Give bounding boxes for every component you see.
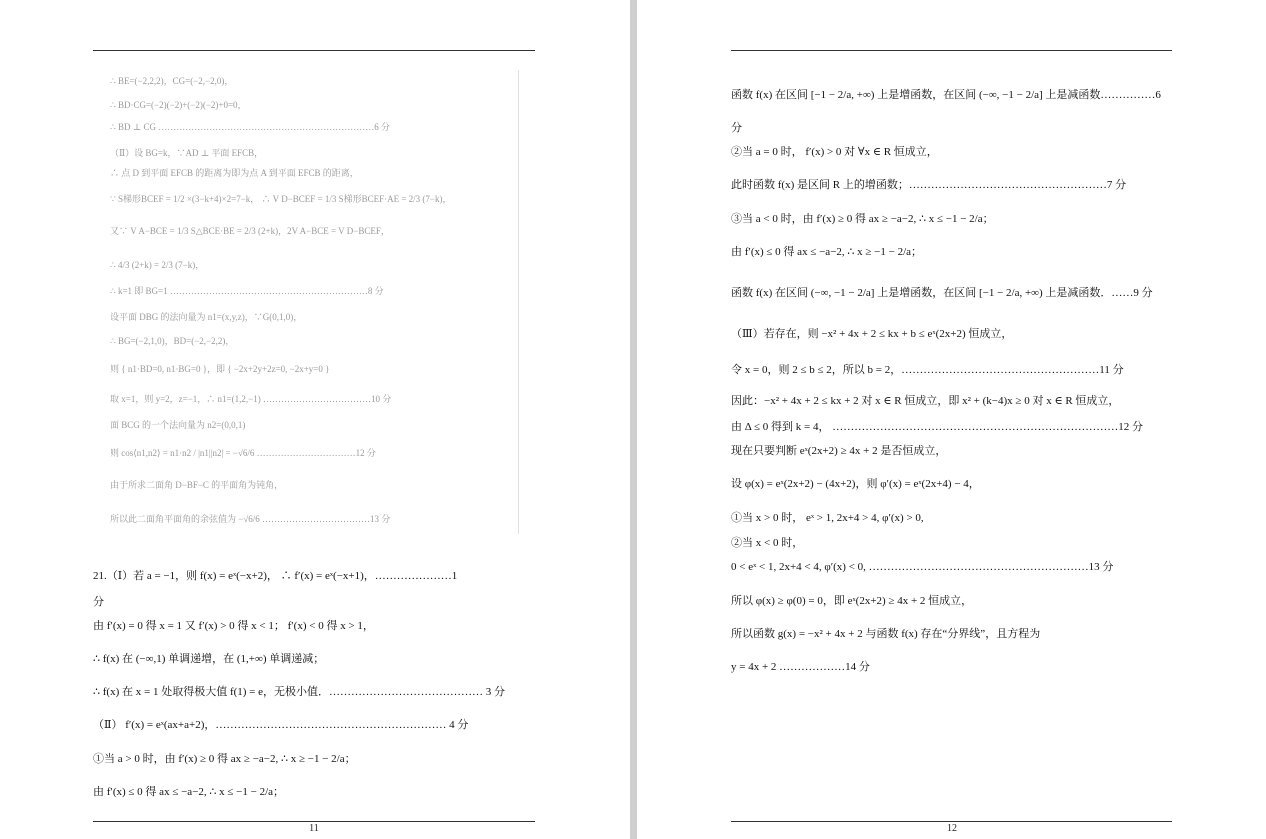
solution-line: 因此：−x² + 4x + 2 ≤ kx + 2 对 x ∈ R 恒成立，即 x² + (k−4)x ≥ 0 对 x ∈ R 恒成立，	[731, 395, 1120, 407]
scanned-line: ∴ BE=(−2,2,2)，CG=(−2,−2,0)，	[110, 76, 234, 86]
solution-line: ①当 a > 0 时，由 f′(x) ≥ 0 得 ax ≥ −a−2, ∴ x ≥ −1 − 2/a；	[93, 753, 356, 765]
scanned-line: 取 x=1，则 y=2，z=−1，∴ n1=(1,2,−1) ………………………………10 分	[110, 394, 392, 404]
header-rule	[93, 50, 535, 51]
solution-line: 设 φ(x) = eˣ(2x+2) − (4x+2)，则 φ′(x) = eˣ(2x+4) − 4，	[731, 478, 980, 490]
scanned-line: 又∵ V A−BCE = 1/3 S△BCE·BE = 2/3 (2+k)，2V A−BCE = V D−BCEF，	[110, 226, 390, 236]
scanned-solution-image	[108, 70, 519, 534]
scanned-line: 由于所求二面角 D−BF−C 的平面角为钝角，	[110, 480, 284, 490]
header-rule	[731, 50, 1172, 51]
solution-line: 所以函数 g(x) = −x² + 4x + 2 与函数 f(x) 存在“分界线”，且方程为	[731, 628, 1041, 640]
solution-line: ∴ f(x) 在 x = 1 处取得极大值 f(1) = e，无极小值．…………………………………… 3 分	[93, 686, 506, 698]
footer-rule	[93, 821, 535, 822]
footer-rule	[731, 821, 1172, 822]
solution-line: 现在只要判断 eˣ(2x+2) ≥ 4x + 2 是否恒成立，	[731, 445, 947, 457]
solution-line: 由 Δ ≤ 0 得到 k = 4， ……………………………………………………………………12 分	[731, 421, 1143, 433]
solution-line: y = 4x + 2 ………………14 分	[731, 661, 870, 673]
scanned-line: ∴ k=1 即 BG=1 …………………………………………………………8 分	[110, 286, 384, 296]
solution-line: ∴ f(x) 在 (−∞,1) 单调递增，在 (1,+∞) 单调递减；	[93, 653, 325, 665]
solution-line: （Ⅱ） f′(x) = eˣ(ax+a+2)，……………………………………………………… 4 分	[93, 719, 469, 731]
solution-line: 由 f′(x) ≤ 0 得 ax ≤ −a−2, ∴ x ≥ −1 − 2/a；	[731, 246, 923, 258]
solution-line: ②当 a = 0 时， f′(x) > 0 对 ∀x ∈ R 恒成立，	[731, 146, 938, 158]
solution-line: 令 x = 0，则 2 ≤ b ≤ 2，所以 b = 2，………………………………………………11 分	[731, 364, 1124, 376]
scanned-line: ∴ 4/3 (2+k) = 2/3 (7−k)，	[110, 260, 205, 270]
page-number: 11	[309, 823, 319, 834]
solution-line: 分	[93, 596, 104, 608]
scanned-line: 所以此二面角平面角的余弦值为 −√6/6 ………………………………13 分	[110, 514, 391, 524]
page-11	[0, 0, 630, 839]
solution-line: 所以 φ(x) ≥ φ(0) = 0，即 eˣ(2x+2) ≥ 4x + 2 恒成立，	[731, 595, 973, 607]
scanned-line: ∴ BD·CG=(−2)(−2)+(−2)(−2)+0=0，	[110, 100, 247, 110]
solution-line: 由 f′(x) = 0 得 x = 1 又 f′(x) > 0 得 x < 1； f′(x) < 0 得 x > 1，	[93, 620, 374, 632]
solution-line: 0 < eˣ < 1, 2x+4 < 4, φ′(x) < 0, ……………………………………………………13 分	[731, 561, 1114, 573]
page-number: 12	[947, 823, 957, 834]
scanned-line: ∴ 点 D 到平面 EFCB 的距离为即为点 A 到平面 EFCB 的距离，	[110, 168, 359, 178]
solution-line: 函数 f(x) 在区间 (−∞, −1 − 2/a] 上是增函数，在区间 [−1 − 2/a, +∞) 上是减函数．……9 分	[731, 287, 1153, 299]
solution-line: 21.（Ⅰ）若 a = −1，则 f(x) = eˣ(−x+2)， ∴ f′(x) = eˣ(−x+1)，…………………1	[93, 570, 458, 582]
solution-line: 此时函数 f(x) 是区间 R 上的增函数；………………………………………………7 分	[731, 179, 1127, 191]
scanned-line: 则 { n1·BD=0, n1·BG=0 }，即 { −2x+2y+2z=0, −2x+y=0 }	[110, 364, 330, 374]
solution-line: 函数 f(x) 在区间 [−1 − 2/a, +∞) 上是增函数，在区间 (−∞, −1 − 2/a] 上是减函数……………6	[731, 89, 1161, 101]
scanned-line: （Ⅱ）设 BG=k，∵AD ⊥ 平面 EFCB，	[110, 148, 264, 158]
solution-line: ②当 x < 0 时，	[731, 537, 804, 549]
page-12	[637, 0, 1266, 839]
solution-line: 分	[731, 122, 742, 134]
scanned-line: ∵ S梯形BCEF = 1/2 ×(3−k+4)×2=7−k， ∴ V D−BCEF = 1/3 S梯形BCEF·AE = 2/3 (7−k)，	[110, 194, 452, 204]
scanned-line: ∴ BG=(−2,1,0)，BD=(−2,−2,2)，	[110, 336, 235, 346]
scanned-line: 则 cos⟨n1,n2⟩ = n1·n2 / |n1||n2| = −√6/6 ……………………………12 分	[110, 448, 376, 458]
scanned-line: 面 BCG 的一个法向量为 n2=(0,0,1)	[110, 420, 246, 430]
solution-line: ③当 a < 0 时，由 f′(x) ≥ 0 得 ax ≥ −a−2, ∴ x ≤ −1 − 2/a；	[731, 213, 994, 225]
scanned-line: 设平面 DBG 的法向量为 n1=(x,y,z)，∵G(0,1,0)，	[110, 312, 303, 322]
scanned-line: ∴ BD ⊥ CG ………………………………………………………………6 分	[110, 122, 390, 132]
solution-line: 由 f′(x) ≤ 0 得 ax ≤ −a−2, ∴ x ≤ −1 − 2/a；	[93, 786, 285, 798]
solution-line: ①当 x > 0 时， eˣ > 1, 2x+4 > 4, φ′(x) > 0,	[731, 512, 924, 524]
solution-line: （Ⅲ）若存在，则 −x² + 4x + 2 ≤ kx + b ≤ eˣ(2x+2) 恒成立，	[731, 328, 1013, 340]
